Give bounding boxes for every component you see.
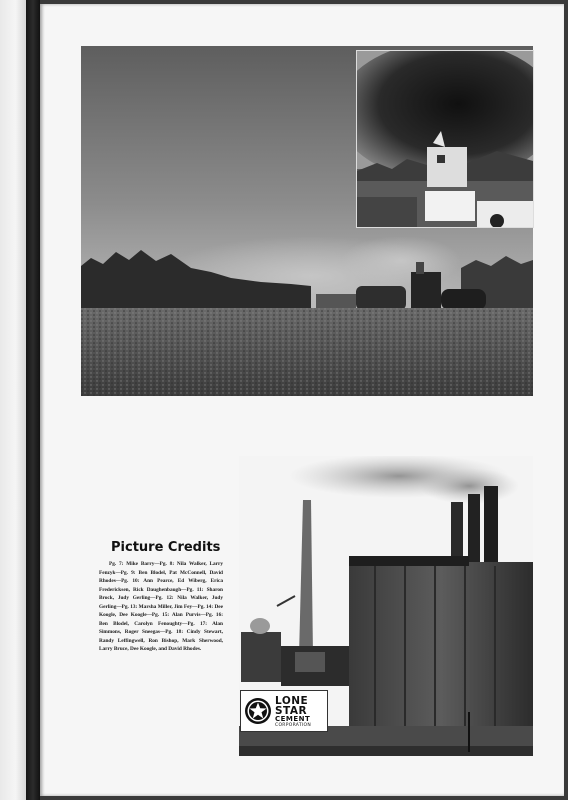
lone-star-cement-sign [240,690,328,732]
picture-credits-text: Pg. 7: Mike Barry—Pg. 8: Nila Walker, Larry Fenzyk—Pg. 9: Ben Blodel, Pat McConnell, David Rhodes—Pg. 10: Ann Pearce, Ed Wiberg, Erica Fredericksen, Rick Daughenbaugh—Pg. 11: Sharon Brock, Judy Gerling—Pg. 12: Nila Walker, Judy Gerling—Pg. 13: Marsha Miller, Jim Fey—Pg. 14: Dee Koogle, Dee Koogle—Pg. 15: Alan Purvis—Pg. 16: Ben Blodel, Carolyn Fenoughty—Pg. 17: Alan Simmons, Roger Sneegas—Pg. 18: Cindy Stewart, Randy Leffingwell, Ron Bishop, Mark Sherwood, Larry Bruce, Dee Koogle, and David Rhodes. [99,561,223,653]
picture-credits-heading: Picture Credits [111,540,221,555]
facing-page-edge [0,0,26,800]
sign-text-corporation: CORPORATION [275,723,312,728]
inset-demolition-photo [356,50,534,228]
sign-text-cement-word: CEMENT [275,715,311,723]
yearbook-page [40,4,564,796]
sign-text-lone: LONE [275,695,309,707]
sign-text-cement [275,715,327,729]
star-emblem-icon [244,697,272,725]
book-spine [26,0,40,800]
sign-text-star: STAR [275,705,308,717]
